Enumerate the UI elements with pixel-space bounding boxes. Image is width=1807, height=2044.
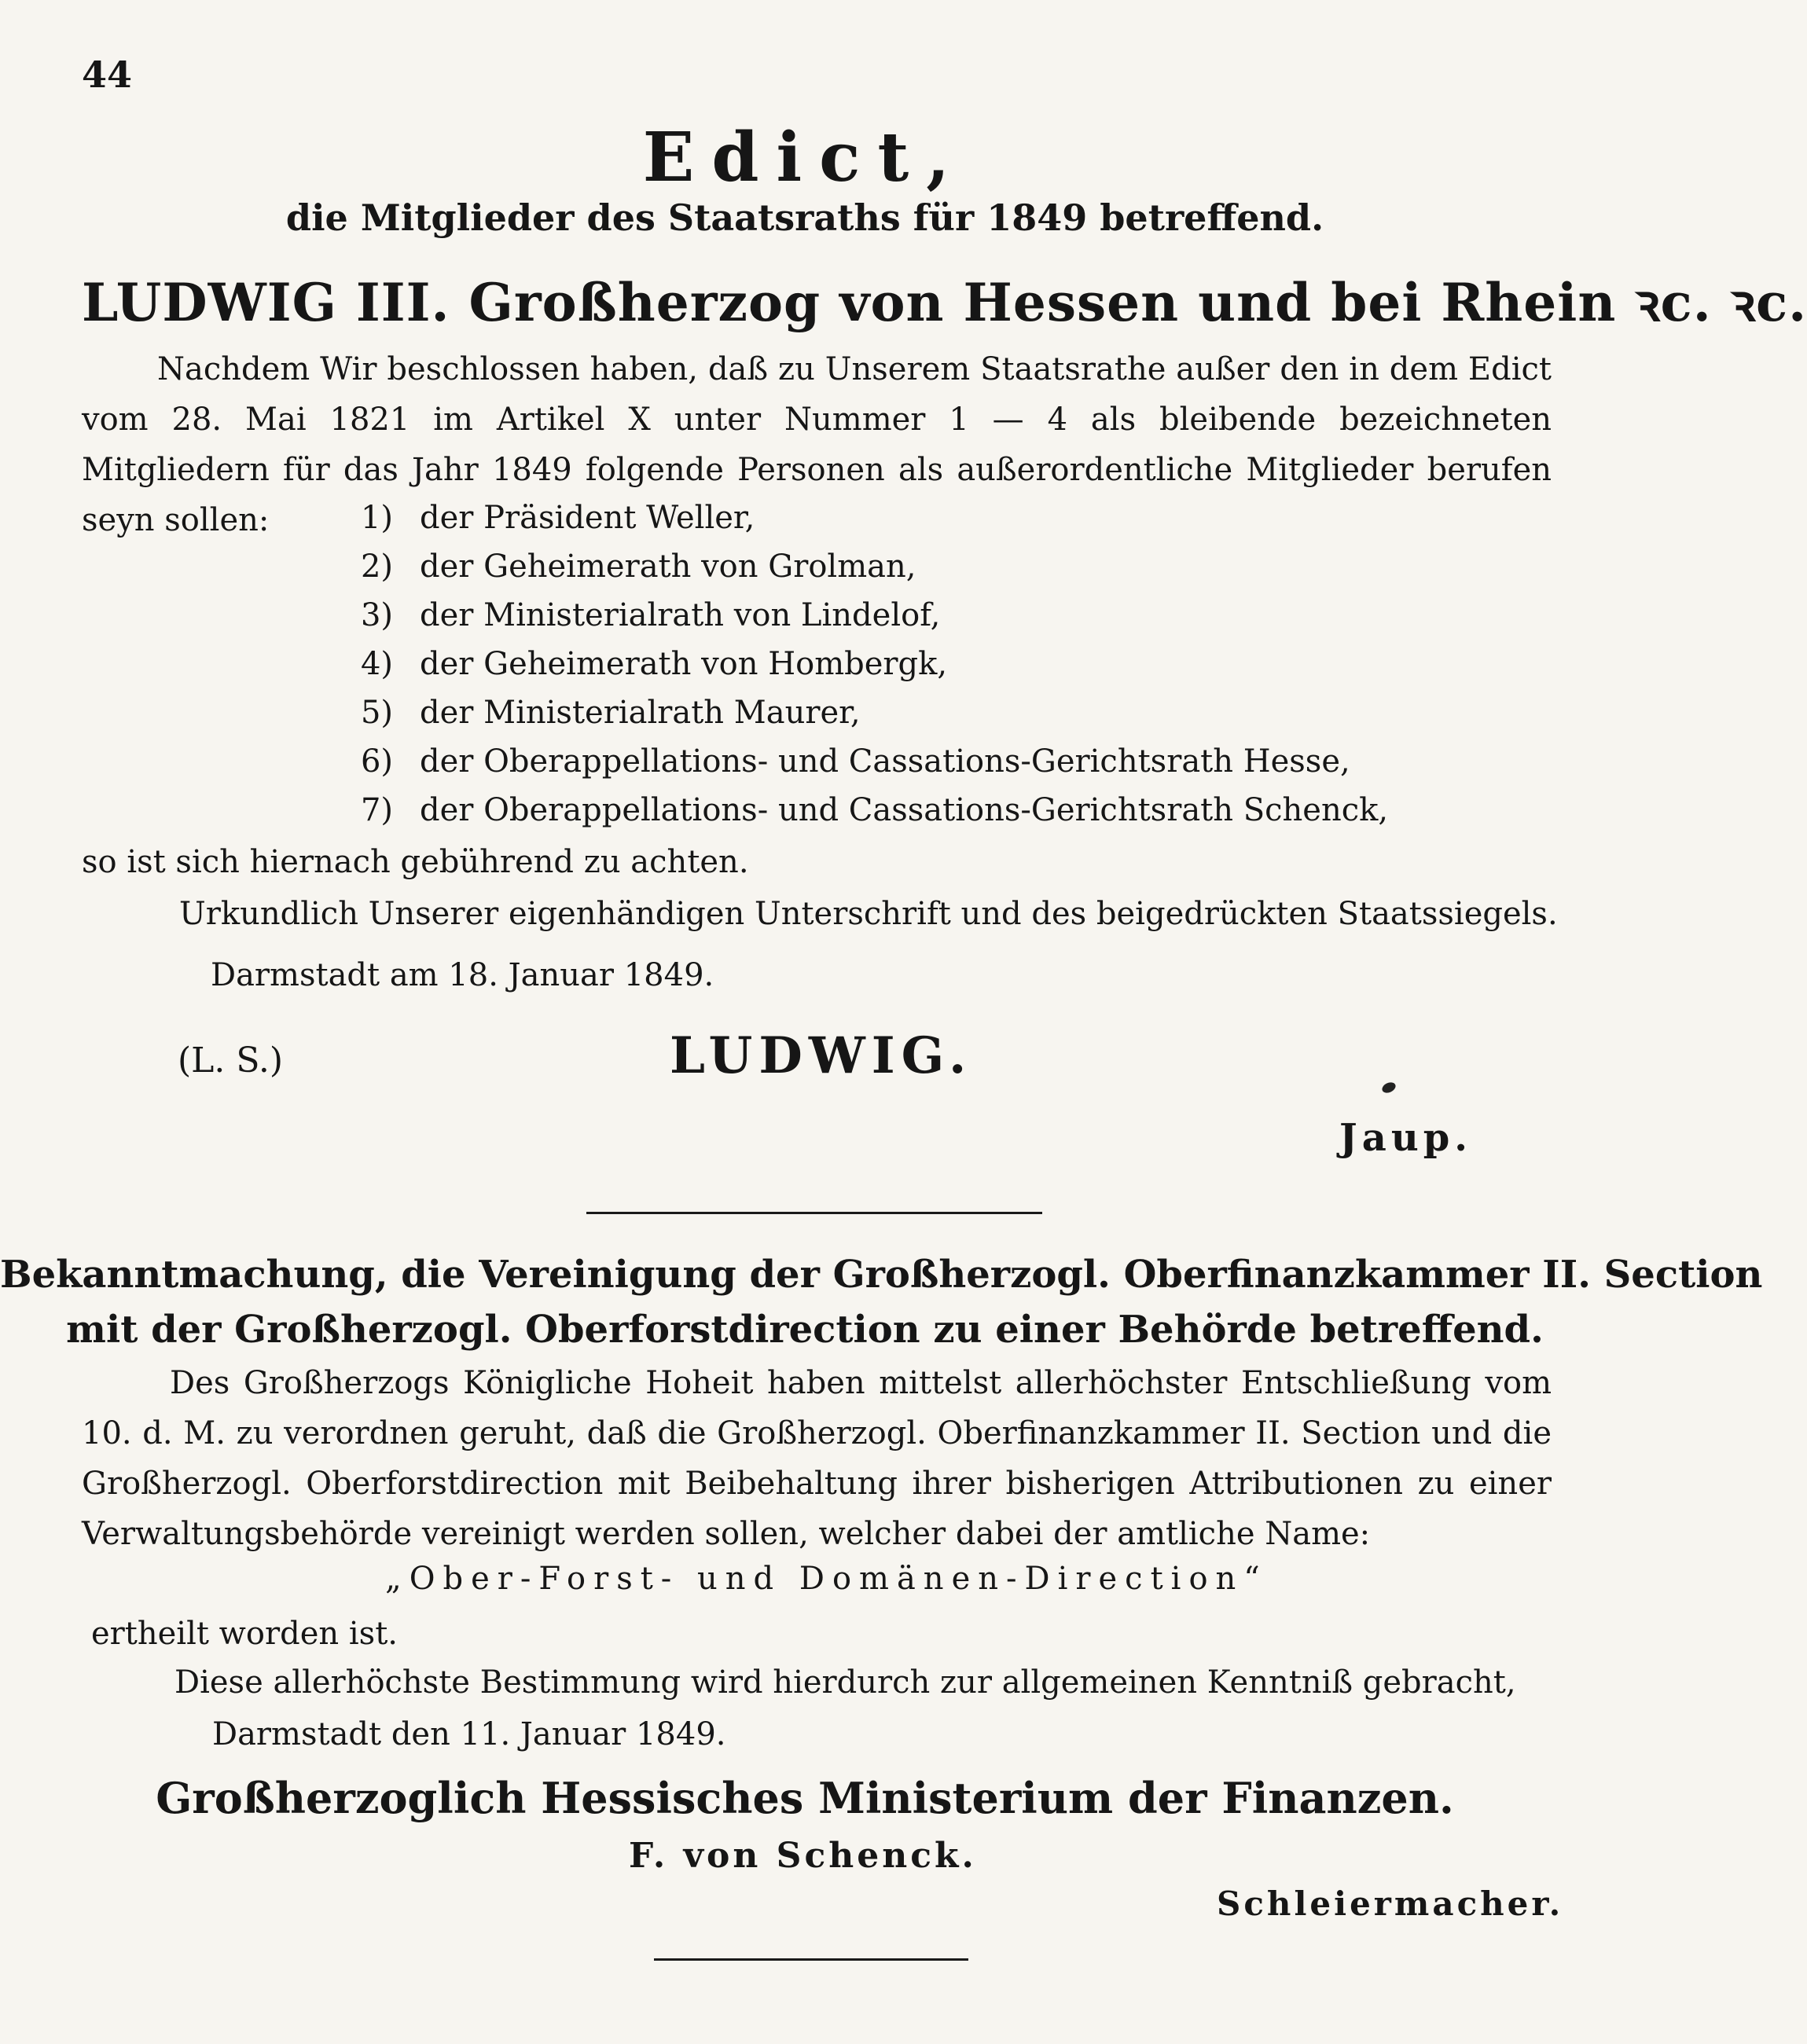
ink-dot <box>1380 1081 1397 1095</box>
list-item: 5) der Ministerialrath Maurer, <box>360 695 861 731</box>
announcement-body <box>82 1358 1552 1559</box>
announcement-signatory: F. von Schenck. <box>629 1836 977 1876</box>
edict-certification: Urkundlich Unserer eigenhändigen Unterschrift und des beigedrückten Staatssiegels. <box>179 896 1558 932</box>
edict-intro-text: Nachdem Wir beschlossen haben, daß zu Unserem Staatsrathe außer den in dem Edict vom 28. Mai 1821 im Artikel X unter Nummer 1 — 4 als bleibende bezeichneten Mitgliedern für das Jahr 1849 folgende Personen als außerordentliche Mitglieder berufen seyn sollen: <box>82 351 1552 538</box>
list-item: 4) der Geheimerath von Hombergk, <box>360 646 948 682</box>
edict-closing: so ist sich hiernach gebührend zu achten. <box>82 844 749 880</box>
announcement-body-text: Des Großherzogs Königliche Hoheit haben mittelst allerhöchster Entschließung vom 10. d. M. zu verordnen geruht, daß die Großherzogl. Oberfinanzkammer II. Section und die Großherzogl. Oberforstdirection mit Beibehaltung ihrer bisherigen Attributionen zu einer Verwaltungsbehörde vereinigt werden sollen, welcher dabei der amtliche Name: <box>82 1365 1552 1552</box>
ruler-signature: LUDWIG. <box>670 1026 973 1085</box>
list-item: 7) der Oberappellations- und Cassations-Gerichtsrath Schenck, <box>360 792 1389 828</box>
announcement-countersign: Schleiermacher. <box>1217 1884 1564 1923</box>
end-divider <box>654 1958 968 1961</box>
announcement-title-line2: mit der Großherzogl. Oberforstdirection zu einer Behörde betreffend. <box>66 1308 1544 1352</box>
list-item: 3) der Ministerialrath von Lindelof, <box>360 597 941 633</box>
announcement-place-date: Darmstadt den 11. Januar 1849. <box>212 1716 726 1752</box>
edict-countersign: Jaup. <box>1339 1116 1472 1160</box>
announcement-title-line1: Bekanntmachung, die Vereinigung der Großherzogl. Oberfinanzkammer II. Section <box>0 1253 1763 1297</box>
section-divider <box>586 1212 1042 1214</box>
list-item: 6) der Oberappellations- und Cassations-Gerichtsrath Hesse, <box>360 743 1350 780</box>
edict-subtitle: die Mitglieder des Staatsraths für 1849 betreffend. <box>285 196 1324 239</box>
seal-mark: (L. S.) <box>178 1040 284 1081</box>
edict-title: Edict, <box>642 118 968 197</box>
page-number: 44 <box>82 53 133 96</box>
announcement-notice: Diese allerhöchste Bestimmung wird hierdurch zur allgemeinen Kenntniß gebracht, <box>174 1664 1516 1701</box>
ruler-line: LUDWIG III. Großherzog von Hessen und bei Rhein ꝛc. ꝛc. <box>82 272 1807 333</box>
edict-intro <box>82 344 1552 545</box>
list-item: 2) der Geheimerath von Grolman, <box>360 549 916 585</box>
announcement-granted: ertheilt worden ist. <box>91 1616 398 1652</box>
authority-name: „Ober-Forst- und Domänen-Direction“ <box>385 1561 1268 1597</box>
list-item: 1) der Präsident Weller, <box>360 500 755 536</box>
edict-place-date: Darmstadt am 18. Januar 1849. <box>211 957 714 993</box>
ministry-name: Großherzoglich Hessisches Ministerium der Finanzen. <box>156 1773 1454 1823</box>
